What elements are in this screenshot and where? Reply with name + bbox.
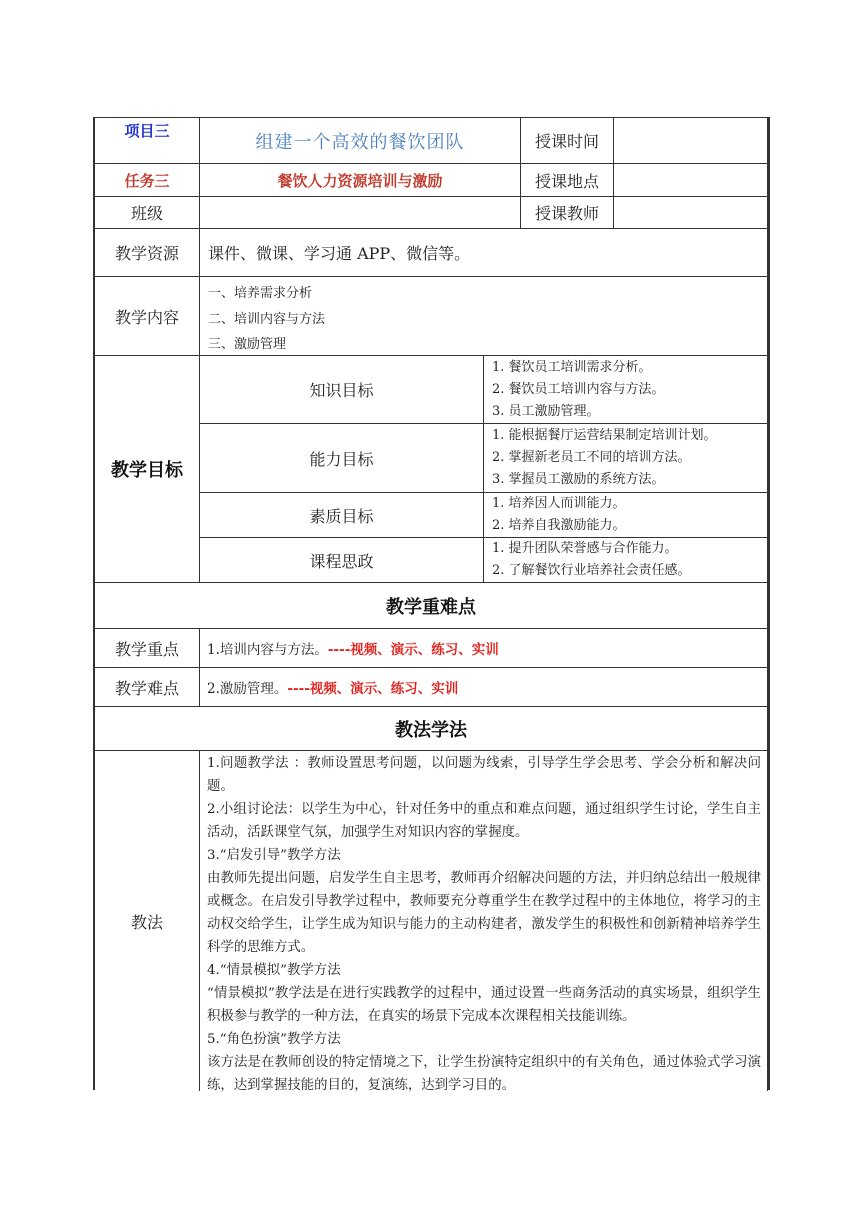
- objective-item: 2. 培养自我激励能力。: [492, 518, 626, 533]
- method-paragraph: “情景模拟”教学法是在进行实践教学的过程中，通过设置一些商务活动的真实场景，组织学生积极参与教学的一种方法，在真实的场景下完成本次课程相关技能训练。: [207, 986, 761, 1024]
- objective-list: [492, 493, 626, 537]
- objective-items-cell: [484, 356, 768, 424]
- project-title: 组建一个高效的餐饮团队: [255, 131, 465, 153]
- class-label: 班级: [130, 204, 163, 223]
- class-value-cell: [200, 197, 521, 229]
- resources-value: 课件、微课、学习通 APP、微信等。: [208, 244, 471, 263]
- objectives-label-cell: [95, 356, 200, 583]
- place-label: 授课地点: [534, 171, 599, 191]
- time-label-cell: [521, 118, 614, 164]
- methods-text: [207, 752, 761, 1097]
- method-paragraph: 1.问题教学法 ：教师设置思考问题，以问题为线索，引导学生学会思考、学会分析和解决问题。: [207, 756, 761, 794]
- objective-items-cell: [484, 538, 768, 583]
- objective-item: 1. 培养因人而训能力。: [492, 496, 626, 511]
- objective-name: 素质目标: [309, 506, 374, 526]
- content-label-cell: [95, 277, 200, 356]
- objective-item: 2. 餐饮员工培训内容与方法。: [492, 381, 665, 397]
- objective-name: 课程思政: [309, 551, 374, 571]
- method-paragraph: 该方法是在教师创设的特定情境之下，让学生扮演特定组织中的有关角色，通过体验式学习演练，达到掌握技能的目的，复演练，达到学习目的。: [207, 1055, 761, 1093]
- content-list: [208, 277, 325, 358]
- project-label-cell: [95, 118, 200, 164]
- objective-item: 2. 掌握新老员工不同的培训方法。: [492, 450, 691, 465]
- difficulty-label-cell: [95, 668, 200, 707]
- key-points-header-cell: [95, 583, 768, 629]
- objective-name-cell: [200, 424, 484, 493]
- method-paragraph: 4.“情景模拟”教学方法: [207, 963, 341, 978]
- methods-header-cell: [95, 707, 768, 751]
- difficulty-label: 教学难点: [114, 678, 179, 698]
- objective-name-cell: [200, 493, 484, 538]
- objective-item: 2. 了解餐饮行业培养社会责任感。: [492, 563, 691, 578]
- objective-list: [492, 357, 665, 423]
- method-paragraph: 由教师先提出问题，启发学生自主思考，教师再介绍解决问题的方法，并归纳总结出一般规律或概念。在启发引导教学过程中，教师要充分尊重学生在教学过程中的主体地位，将学习的主动权交给学生，让学生成为知识与能力的主动构建者，激发学生的积极性和创新精神培养学生科学的思维方式。: [207, 871, 761, 955]
- focus-label-cell: [95, 629, 200, 668]
- task-title: 餐饮人力资源培训与激励: [277, 171, 443, 190]
- method-paragraph: 2.小组讨论法：以学生为中心，针对任务中的重点和难点问题，通过组织学生讨论，学生自主活动，活跃课堂气氛，加强学生对知识内容的掌握度。: [207, 802, 761, 840]
- objective-list: [492, 425, 717, 491]
- focus-methods: ----视频、演示、练习、实训: [327, 642, 499, 658]
- content-label: 教学内容: [114, 307, 179, 327]
- methods-title: 教法学法: [395, 719, 467, 741]
- task-label: 任务三: [124, 171, 170, 190]
- content-item: 一、培养需求分析: [208, 286, 313, 301]
- objective-items-cell: [484, 424, 768, 493]
- focus-value-cell: [200, 629, 768, 668]
- method-paragraph: 3.“启发引导”教学方法: [207, 848, 341, 863]
- time-label: 授课时间: [534, 132, 599, 151]
- place-label-cell: [521, 164, 614, 197]
- difficulty-methods: ----视频、演示、练习、实训: [287, 681, 459, 697]
- objective-name-cell: [200, 356, 484, 424]
- objective-name: 能力目标: [309, 449, 374, 469]
- methods-label-cell: [95, 751, 200, 1091]
- objectives-label: 教学目标: [111, 460, 183, 481]
- task-title-cell: [200, 164, 521, 197]
- content-value-cell: [200, 277, 768, 356]
- task-label-cell: [95, 164, 200, 197]
- project-title-cell: [200, 118, 521, 164]
- key-points-title: 教学重难点: [386, 596, 476, 618]
- resources-value-cell: [200, 229, 768, 277]
- resources-label: 教学资源: [114, 244, 179, 263]
- teacher-label: 授课教师: [534, 204, 599, 223]
- focus-label: 教学重点: [114, 639, 179, 659]
- project-label: 项目三: [124, 122, 170, 140]
- objective-item: 1. 提升团队荣誉感与合作能力。: [492, 541, 678, 556]
- objective-item: 3. 员工激励管理。: [492, 403, 600, 419]
- objective-item: 1. 能根据餐厅运营结果制定培训计划。: [492, 428, 717, 443]
- time-value-cell: [614, 118, 768, 164]
- content-item: 二、培训内容与方法: [208, 311, 326, 327]
- objective-item: 3. 掌握员工激励的系统方法。: [492, 472, 665, 487]
- objective-name-cell: [200, 538, 484, 583]
- teacher-value-cell: [614, 197, 768, 229]
- method-paragraph: 5.“角色扮演”教学方法: [207, 1032, 341, 1047]
- objective-item: 1. 餐饮员工培训需求分析。: [492, 359, 652, 375]
- resources-label-cell: [95, 229, 200, 277]
- focus-text: 1.培训内容与方法。: [207, 642, 328, 658]
- methods-body-cell: [200, 751, 768, 1091]
- teacher-label-cell: [521, 197, 614, 229]
- objective-name: 知识目标: [309, 381, 374, 400]
- methods-label: 教法: [130, 912, 163, 932]
- difficulty-value-cell: [200, 668, 768, 707]
- place-value-cell: [614, 164, 768, 197]
- content-item: 三、激励管理: [208, 337, 287, 352]
- difficulty-text: 2.激励管理。: [207, 681, 288, 697]
- objective-list: [492, 538, 691, 582]
- objective-items-cell: [484, 493, 768, 538]
- class-label-cell: [95, 197, 200, 229]
